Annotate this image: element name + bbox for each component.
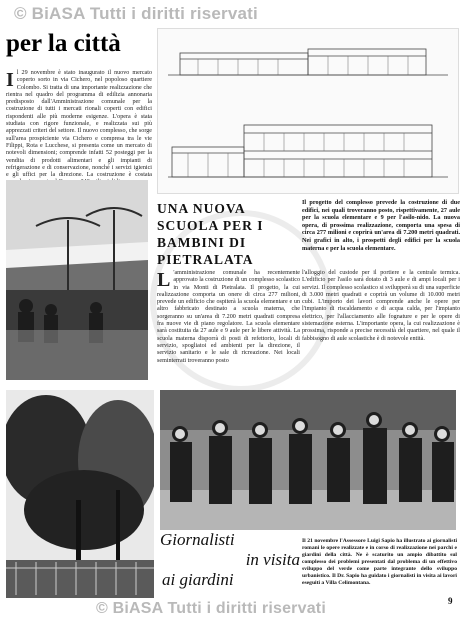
journalists-visit-photo	[160, 390, 456, 530]
drop-cap: L	[157, 269, 171, 291]
article-school-col-left	[157, 270, 300, 365]
elevations-svg	[158, 29, 458, 193]
article-market	[6, 70, 152, 187]
school-project-summary: Il progetto del complesso prevede la costruzione di due edifici, nei quali troveranno posto, rispettivamente, 27 aule per la scuola elementare e 9 per l'asilo-nido. La nuova opera, di prossima realizzazione, comporta una spesa di circa 277 milioni e coprirà un'area di 7.200 metri quadrati. Nei grafici in alto, i prospetti degli edifici per la scuola materna e per la scuola elementare.	[302, 199, 460, 252]
article-market-text: l 29 novembre è stato inaugurato il nuovo mercato coperto sorto in via Cichero, nel popoloso quartiere Colombo. Si tratta di una importante realizzazione che rientra nel quadro del programma di edilizia annonaria predisposto dall'Amministrazione comunale per la costruzione di tutti i mercati rionali coperti con edifici rispondenti alle più moderne esigenze. L'opera è stata studiata con rigore funzionale, e realizzata sui più apprezzati criteri del settore. Il nuovo complesso, che sorge sull'area prospiciente via Cichero e compresa tra le vie Filippi, Rota e Lucchese, si presenta come un mercato di notevoli dimensioni; comprende infatti 52 posteggi per la vendita di prodotti alimentari e gli impianti di refrigerazione e di conservazione, nonché i servizi igienici e gli uffici per la direzione. La costruzione è costata	[6, 70, 152, 179]
architectural-elevations-drawing	[157, 28, 459, 194]
watermark-bottom: © BiASA Tutti i diritti riservati	[96, 600, 326, 617]
market-interior-photo	[6, 180, 148, 380]
section-title: UNA NUOVA SCUOLA PER I BAMBINI DI PIETRALATA	[157, 201, 264, 267]
page-headline: per la città	[6, 30, 121, 57]
caption-line-2: in visita	[245, 550, 300, 569]
garden-trees-photo	[6, 390, 154, 598]
watermark-top: © BiASA Tutti i diritti riservati	[14, 4, 258, 23]
photo-caption-title	[160, 530, 300, 600]
caption-line-1: Giornalisti	[160, 530, 235, 549]
article-school-text-left: 'amministrazione comunale ha recentemente approvato la costruzione di un complesso scolastico in via Monti di Pietralata. Il progetto, la cui realizzazione comporta un onere di circa 277 milioni, prevede un edificio che ospiterà la scuola elementare e un altro fabbricato destinato a scuola materna, che sorgeranno su un'area di 7.200 metri quadrati compresa fra nuove vie di piano regolatore. La scuola elementare sarà costituita da 27 aule e 9 aule per le libere attività. La scuola materna disporrà di posti di refettorio, locali di servizio, spogliatoi ed ambienti per la direzione, il servizio sanitario e le sale di ricreazione. Nei locali seminterrati troveranno posto	[157, 270, 300, 364]
drop-cap: I	[6, 69, 14, 91]
photo-caption-text: Il 21 novembre l'Assessore Luigi Sapio ha illustrato ai giornalisti romani le opere realizzate e in corso di realizzazione nei parchi e giardini della città. Ne è scaturito un ampio dibattito sul complesso dei problemi presentati dal problema di un effettivo sviluppo del verde come parte integrante dello sviluppo urbanistico. Il Dr. Sapio ha guidato i giornalisti in visita ai lavori eseguiti a Villa Celimontana.	[302, 538, 457, 586]
caption-line-3: ai giardini	[162, 570, 234, 589]
article-school-col-right: l'alloggio del custode per il portiere e la centrale termica. L'edificio per l'asilo sarà dotato di 3 aule e di ampi locali per i servizi. Il complesso scolastico si svilupperà su di una superficie di 3.000 metri quadrati e coprirà un volume di 10.000 metri cubi. L'importo dei lavori comprende anche le opere per l'impianto di riscaldamento e di acqua calda, per l'impianto elettrico, per l'allacciamento alle fognature e per le opere di sistemazione esterna. L'importante opera, la cui realizzazione è prossima, risponde a precise necessità del quartiere, nel quale il fabbisogno di aule scolastiche è di notevole entità.	[302, 270, 460, 342]
page-number: 9	[448, 596, 453, 606]
